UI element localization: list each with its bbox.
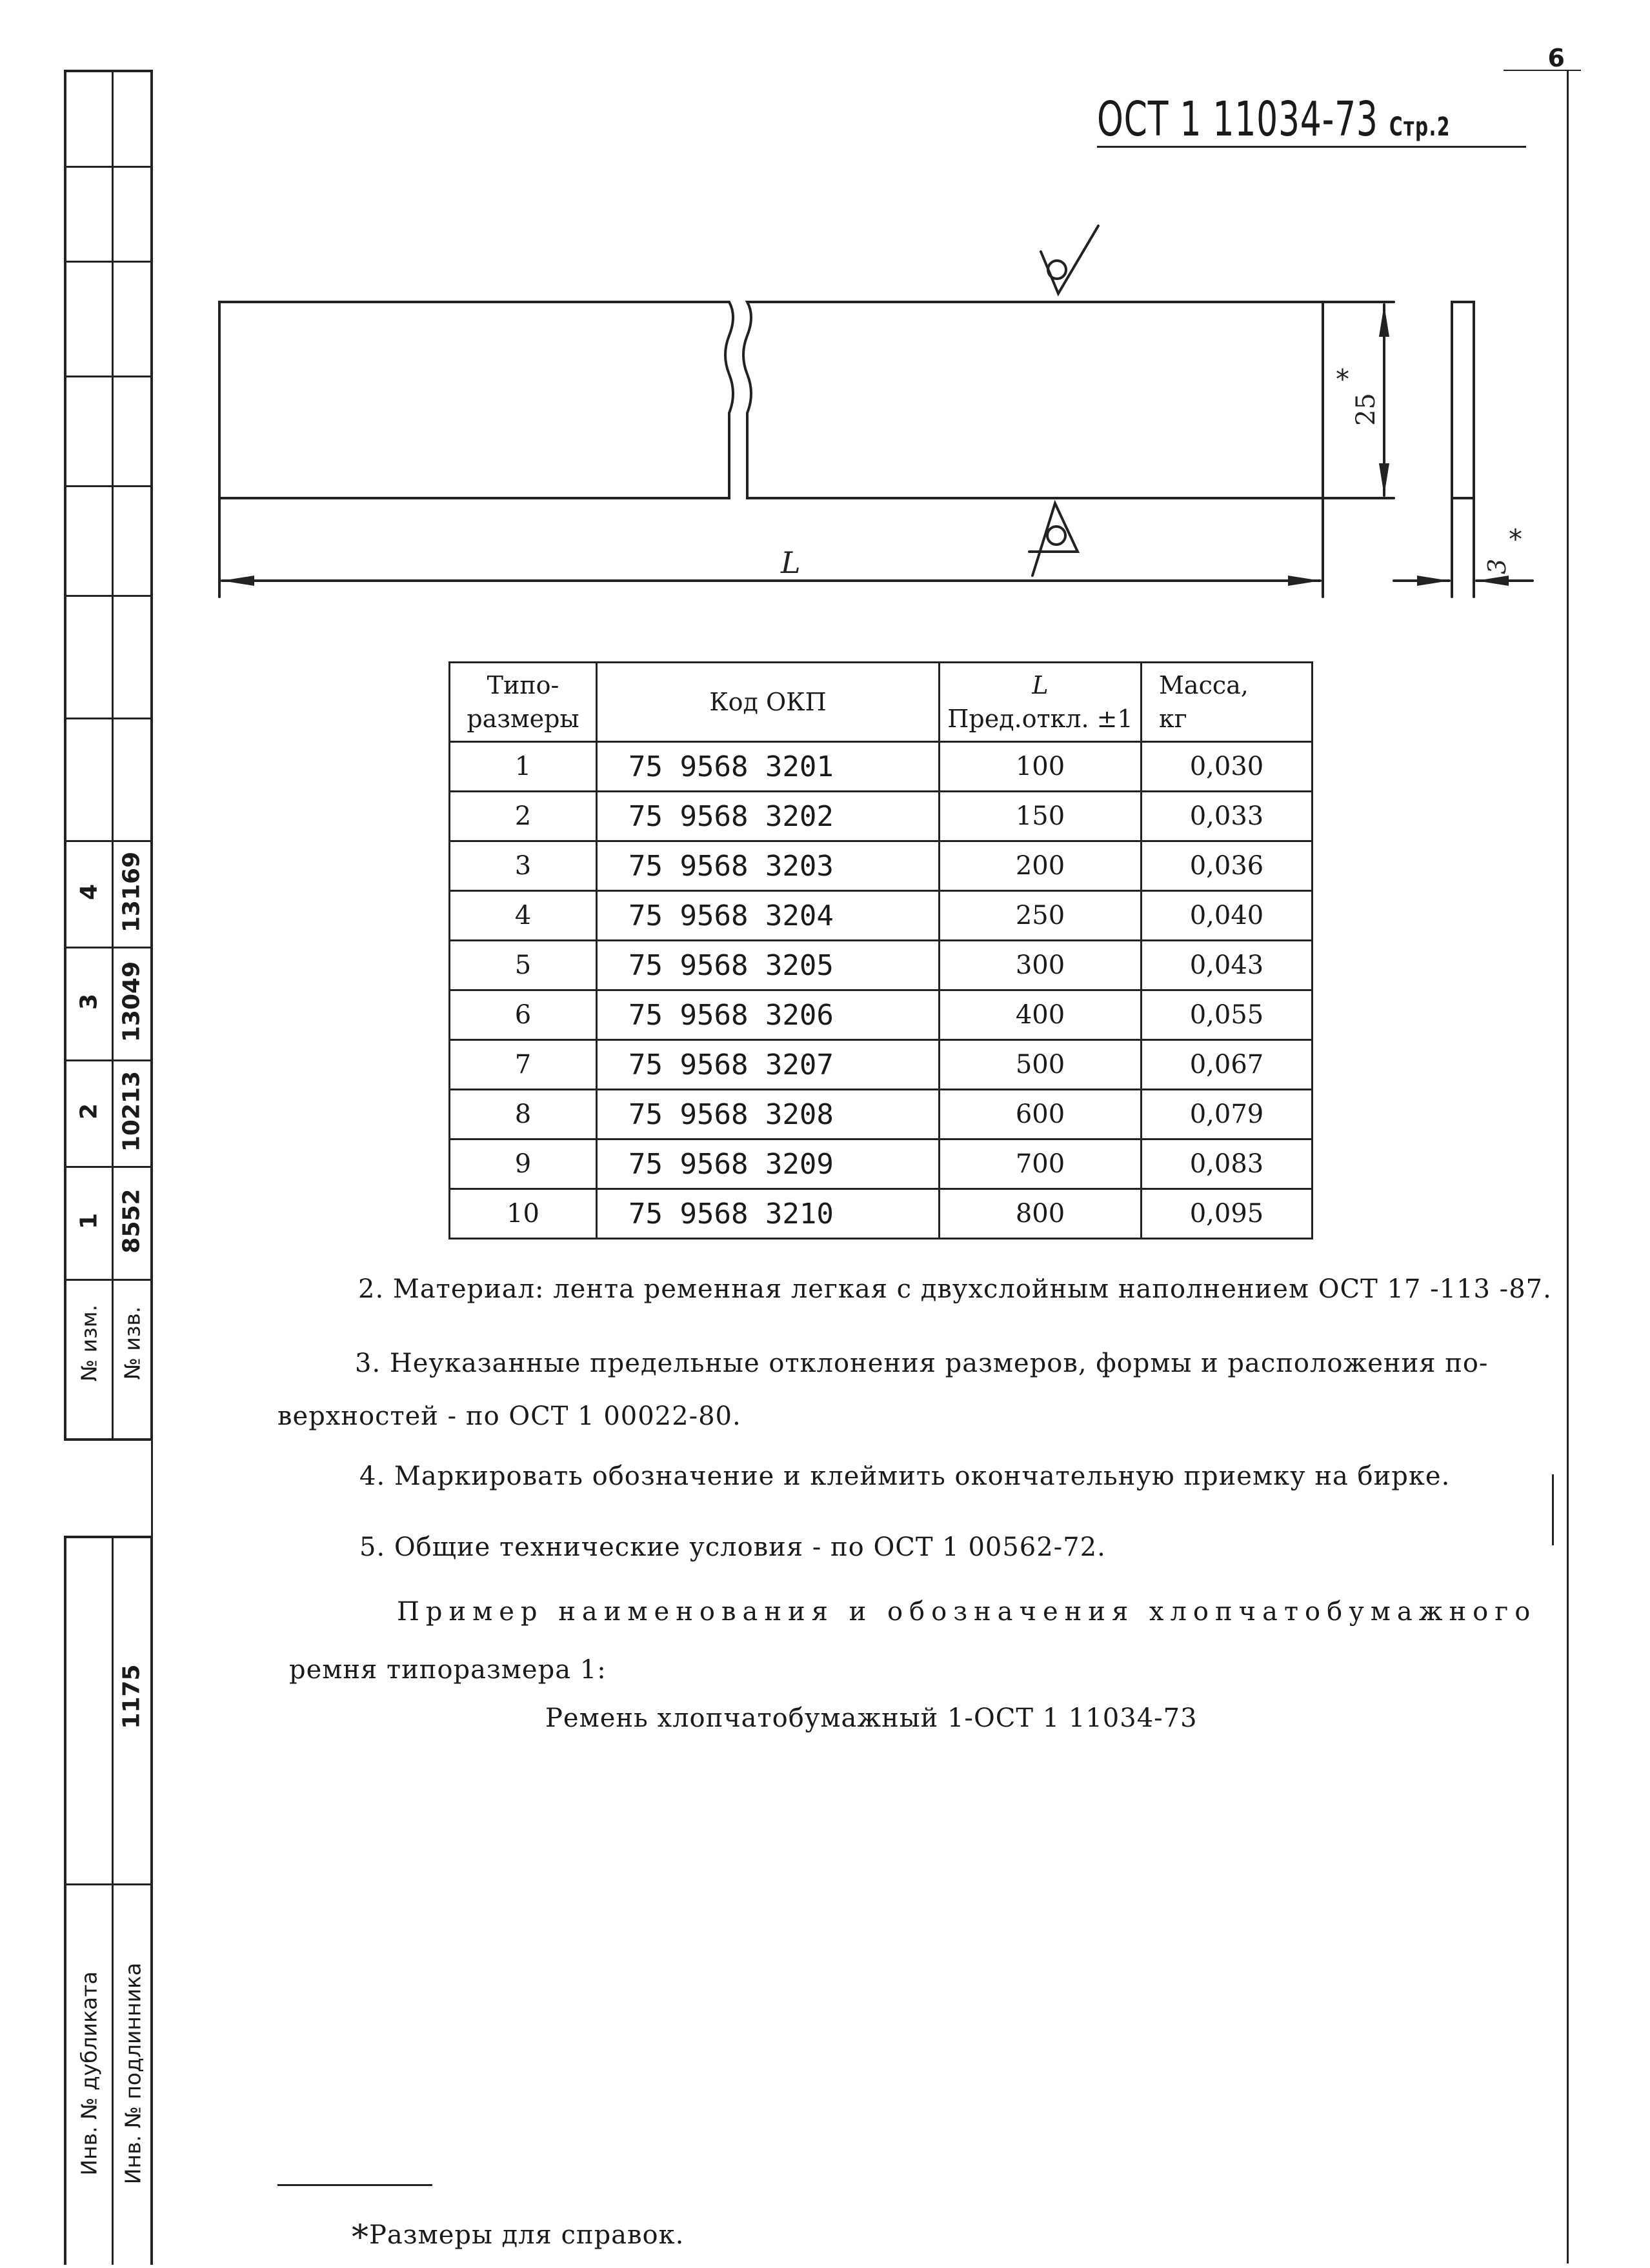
header-underline xyxy=(1097,146,1526,148)
page-value: 2 xyxy=(1436,112,1451,142)
strip-row-line xyxy=(66,1059,150,1061)
example-line2: ремня типоразмера 1: xyxy=(289,1655,607,1685)
strip-row-line xyxy=(66,261,150,263)
width-label: 25 xyxy=(1351,393,1381,426)
header-mass: Масса, кг xyxy=(1142,663,1313,742)
strip-row-line xyxy=(66,166,150,168)
width-asterisk: * xyxy=(1336,363,1349,395)
change-number: 1 xyxy=(75,1212,103,1230)
table-row: 6 75 9568 3206 400 0,055 xyxy=(450,990,1313,1040)
frame-right-border xyxy=(1567,70,1569,2263)
header-size: Типо- размеры xyxy=(450,663,597,742)
example-designation: Ремень хлопчатобумажный 1-ОСТ 1 11034-73 xyxy=(545,1703,1198,1733)
roughness-mark-bottom xyxy=(1029,503,1078,576)
frame-left-border xyxy=(151,1441,153,1538)
arrow-right xyxy=(1288,576,1320,586)
strip-divider xyxy=(112,72,114,1438)
roughness-circle-bottom xyxy=(1047,527,1065,545)
table-row: 8 75 9568 3208 600 0,079 xyxy=(450,1090,1313,1139)
roughness-circle-top xyxy=(1048,261,1066,279)
note-3-line1: 3. Неуказанные предельные отклонения размеров, формы и расположения по- xyxy=(355,1349,1489,1378)
note-2: 2. Материал: лента ременная легкая с двухслойным наполнением ОСТ 17 -113 -87. xyxy=(358,1274,1552,1304)
header-length: L Пред.откл. ±1 xyxy=(940,663,1142,742)
note-4: 4. Маркировать обозначение и клеймить окончательную приемку на бирке. xyxy=(359,1461,1451,1491)
strip-row-line xyxy=(66,718,150,719)
arrow-side-left xyxy=(1417,576,1449,586)
arrow-side-right xyxy=(1476,576,1509,586)
length-label: L xyxy=(781,545,801,580)
table-row: 9 75 9568 3209 700 0,083 xyxy=(450,1139,1313,1189)
footnote-text: Размеры для справок. xyxy=(369,2220,685,2250)
thickness-asterisk: * xyxy=(1509,523,1522,555)
table-row: 1 75 9568 3201 100 0,030 xyxy=(450,742,1313,792)
example-heading: Пример наименования и обозначения хлопчатобумажного xyxy=(397,1597,1537,1627)
page-number-rule xyxy=(1504,70,1581,71)
roughness-mark-top xyxy=(1041,226,1098,294)
change-number: 3 xyxy=(75,993,103,1010)
arrow-up xyxy=(1379,305,1389,337)
footnote-rule xyxy=(277,2184,432,2186)
table-row: 5 75 9568 3205 300 0,043 xyxy=(450,941,1313,990)
original-inventory-number: 1175 xyxy=(118,1664,145,1729)
notice-number: 10213 xyxy=(118,1070,145,1152)
page-number: 6 xyxy=(1547,44,1565,72)
notice-label: № изв. xyxy=(119,1306,145,1380)
thickness-label: 3 xyxy=(1483,558,1511,574)
strip-row-line xyxy=(66,1883,150,1885)
change-label: № изм. xyxy=(76,1304,102,1382)
belt-right-part xyxy=(743,302,1323,498)
standard-header xyxy=(1097,92,1451,147)
arrow-down xyxy=(1379,463,1389,496)
belt-left-part xyxy=(219,302,733,498)
notice-number: 13169 xyxy=(118,851,145,933)
sizes-table xyxy=(448,661,1313,1239)
notice-number: 8552 xyxy=(118,1189,145,1254)
arrow-left xyxy=(222,576,254,586)
note-3-line2: верхностей - по ОСТ 1 00022-80. xyxy=(277,1401,741,1431)
strip-row-line xyxy=(66,595,150,597)
table-row: 7 75 9568 3207 500 0,067 xyxy=(450,1040,1313,1090)
strip-row-line xyxy=(66,1279,150,1281)
strip-row-line xyxy=(66,376,150,377)
table-row: 3 75 9568 3203 200 0,036 xyxy=(450,841,1313,891)
revision-strip xyxy=(64,70,153,1441)
table-row: 10 75 9568 3210 800 0,095 xyxy=(450,1189,1313,1239)
strip-row-line xyxy=(66,947,150,948)
inventory-strip xyxy=(64,1536,153,2265)
footnote xyxy=(352,2213,685,2257)
standard-designation: ОСТ 1 11034-73 xyxy=(1097,92,1378,147)
strip-row-line xyxy=(66,485,150,487)
table-row: 2 75 9568 3202 150 0,033 xyxy=(450,792,1313,841)
change-number: 2 xyxy=(75,1103,103,1120)
note-5: 5. Общие технические условия - по ОСТ 1 00562-72. xyxy=(359,1532,1106,1562)
duplicate-inventory-label: Инв. № дубликата xyxy=(76,1971,102,2176)
strip-row-line xyxy=(66,840,150,842)
original-inventory-label: Инв. № подлинника xyxy=(120,1962,146,2185)
belt-side-view xyxy=(1452,302,1474,498)
table-row: 4 75 9568 3204 250 0,040 xyxy=(450,891,1313,941)
strip-row-line xyxy=(66,1166,150,1168)
table-header-row xyxy=(450,663,1313,742)
page-label: Стр. xyxy=(1389,112,1437,142)
frame-right-tick xyxy=(1552,1474,1554,1545)
header-code: Код ОКП xyxy=(597,663,940,742)
notice-number: 13049 xyxy=(118,961,145,1043)
belt-drawing xyxy=(213,219,1536,607)
strip-divider xyxy=(112,1538,114,2265)
footnote-asterisk: * xyxy=(352,2218,369,2257)
change-number: 4 xyxy=(75,883,103,901)
